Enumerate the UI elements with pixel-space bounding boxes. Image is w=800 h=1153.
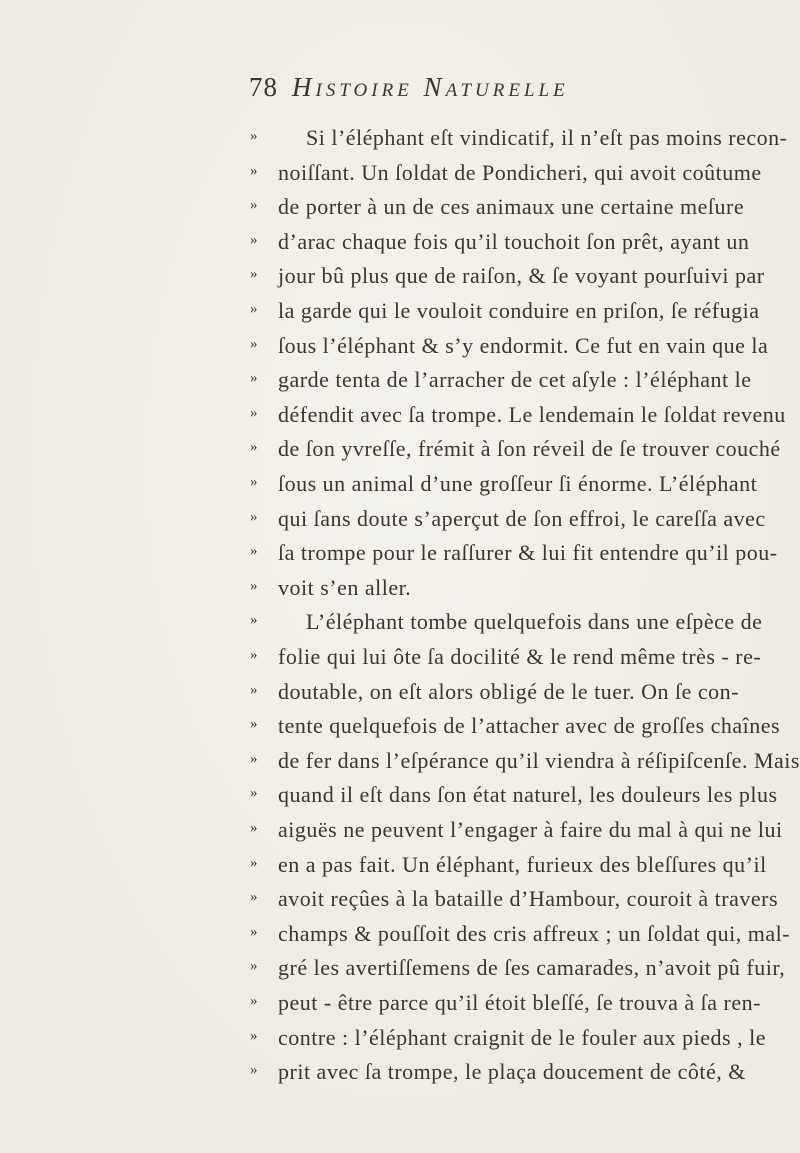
line-text: de fer dans l’eſpérance qu’il viendra à réſipiſcenſe. Mais <box>278 747 800 773</box>
text-line <box>250 363 800 397</box>
text-line <box>250 432 800 466</box>
quotation-mark: » <box>250 404 258 421</box>
text-line <box>250 605 800 639</box>
text-line <box>250 225 800 259</box>
text-line <box>250 156 800 190</box>
quotation-mark: » <box>250 785 258 802</box>
text-line <box>250 640 800 674</box>
quotation-mark: » <box>250 750 258 767</box>
text-line <box>250 536 800 570</box>
quotation-mark: » <box>250 612 258 629</box>
line-text: avoit reçûes à la bataille d’Hambour, couroit à travers <box>278 886 779 912</box>
line-text: d’arac chaque fois qu’il touchoit ſon prêt, ayant un <box>278 228 750 254</box>
text-line <box>250 329 800 363</box>
text-line <box>250 778 800 812</box>
line-text: gré les avertiſſemens de ſes camarades, n’avoit pû fuir, <box>278 955 786 981</box>
text-line <box>250 951 800 985</box>
quotation-mark: » <box>250 439 258 456</box>
quotation-mark: » <box>250 577 258 594</box>
line-text: quand il eſt dans ſon état naturel, les douleurs les plus <box>278 782 778 808</box>
text-line <box>250 571 800 605</box>
line-text: en a pas fait. Un éléphant, furieux des bleſſures qu’il <box>278 851 767 877</box>
line-text: la garde qui le vouloit conduire en priſon, ſe réfugia <box>278 298 760 323</box>
text-line <box>250 294 800 328</box>
quotation-mark: » <box>250 716 258 733</box>
text-line <box>250 882 800 916</box>
text-line <box>250 1055 800 1089</box>
text-line <box>250 398 800 432</box>
text-line <box>250 1021 800 1055</box>
line-text: jour bû plus que de raiſon, & ſe voyant pourſuivi par <box>278 263 765 289</box>
line-text: noiſſant. Un ſoldat de Pondicheri, qui avoit coûtume <box>278 159 762 185</box>
quotation-mark: » <box>250 1062 258 1079</box>
line-text: folie qui lui ôte ſa docilité & le rend même très - re- <box>278 644 762 669</box>
line-text: qui ſans doute s’aperçut de ſon effroi, le careſſa avec <box>278 505 766 531</box>
quotation-mark: » <box>250 335 258 352</box>
quotation-mark: » <box>250 266 258 283</box>
text-line <box>250 502 800 536</box>
quotation-mark: » <box>250 474 258 490</box>
running-head: Histoire Naturelle <box>292 72 569 102</box>
quotation-mark: » <box>250 647 258 663</box>
text-line <box>250 190 800 224</box>
quotation-mark: » <box>250 820 258 836</box>
text-line <box>250 675 800 709</box>
quotation-mark: » <box>250 128 258 144</box>
line-text: contre : l’éléphant craignit de le fouler aux pieds , le <box>278 1024 766 1050</box>
line-text: garde tenta de l’arracher de cet aſyle : l’éléphant le <box>278 367 752 393</box>
quotation-mark: » <box>250 1027 258 1044</box>
quotation-mark: » <box>250 681 258 698</box>
text-line <box>250 813 800 847</box>
quotation-mark: » <box>250 993 258 1009</box>
quotation-mark: » <box>250 958 258 975</box>
quotation-mark: » <box>250 301 258 317</box>
line-text: tente quelquefois de l’attacher avec de groſſes chaînes <box>278 713 781 739</box>
line-text: ſous un animal d’une groſſeur ſi énorme. L’éléphant <box>278 471 758 496</box>
page-header <box>249 72 569 112</box>
text-line <box>250 259 800 293</box>
quotation-mark: » <box>250 854 258 871</box>
line-text: ſous l’éléphant & s’y endormit. Ce fut en vain que la <box>278 332 769 358</box>
text-line <box>250 467 800 501</box>
text-line <box>250 709 800 743</box>
quotation-mark: » <box>250 370 258 387</box>
quotation-mark: » <box>250 543 258 560</box>
text-line <box>250 917 800 951</box>
line-text: peut - être parce qu’il étoit bleſſé, ſe trouva à ſa ren- <box>278 990 761 1015</box>
quotation-mark: » <box>250 889 258 906</box>
text-line <box>250 848 800 882</box>
line-text: champs & pouſſoit des cris affreux ; un ſoldat qui, mal- <box>278 920 791 946</box>
line-text: ſa trompe pour le raſſurer & lui fit entendre qu’il pou- <box>278 540 778 566</box>
line-text: prit avec ſa trompe, le plaça doucement de côté, & <box>278 1059 746 1085</box>
text-line <box>250 744 800 778</box>
line-text: aiguës ne peuvent l’engager à faire du mal à qui ne lui <box>278 817 783 842</box>
line-text: Si l’éléphant eſt vindicatif, il n’eſt pas moins recon- <box>306 125 788 150</box>
line-text: défendit avec ſa trompe. Le lendemain le ſoldat revenu <box>278 401 786 427</box>
line-text: voit s’en aller. <box>278 574 412 600</box>
line-text: de porter à un de ces animaux une certaine meſure <box>278 194 745 220</box>
quotation-mark: » <box>250 162 258 179</box>
quotation-mark: » <box>250 197 258 214</box>
text-line <box>250 121 800 155</box>
quotation-mark: » <box>250 231 258 248</box>
quotation-mark: » <box>250 508 258 525</box>
page-number: 78 <box>249 72 278 102</box>
line-text: de ſon yvreſſe, frémit à ſon réveil de ſe trouver couché <box>278 436 781 462</box>
quotation-mark: » <box>250 923 258 940</box>
text-line <box>250 986 800 1020</box>
line-text: doutable, on eſt alors obligé de le tuer. On ſe con- <box>278 678 739 704</box>
line-text: L’éléphant tombe quelquefois dans une eſpèce de <box>306 609 763 635</box>
